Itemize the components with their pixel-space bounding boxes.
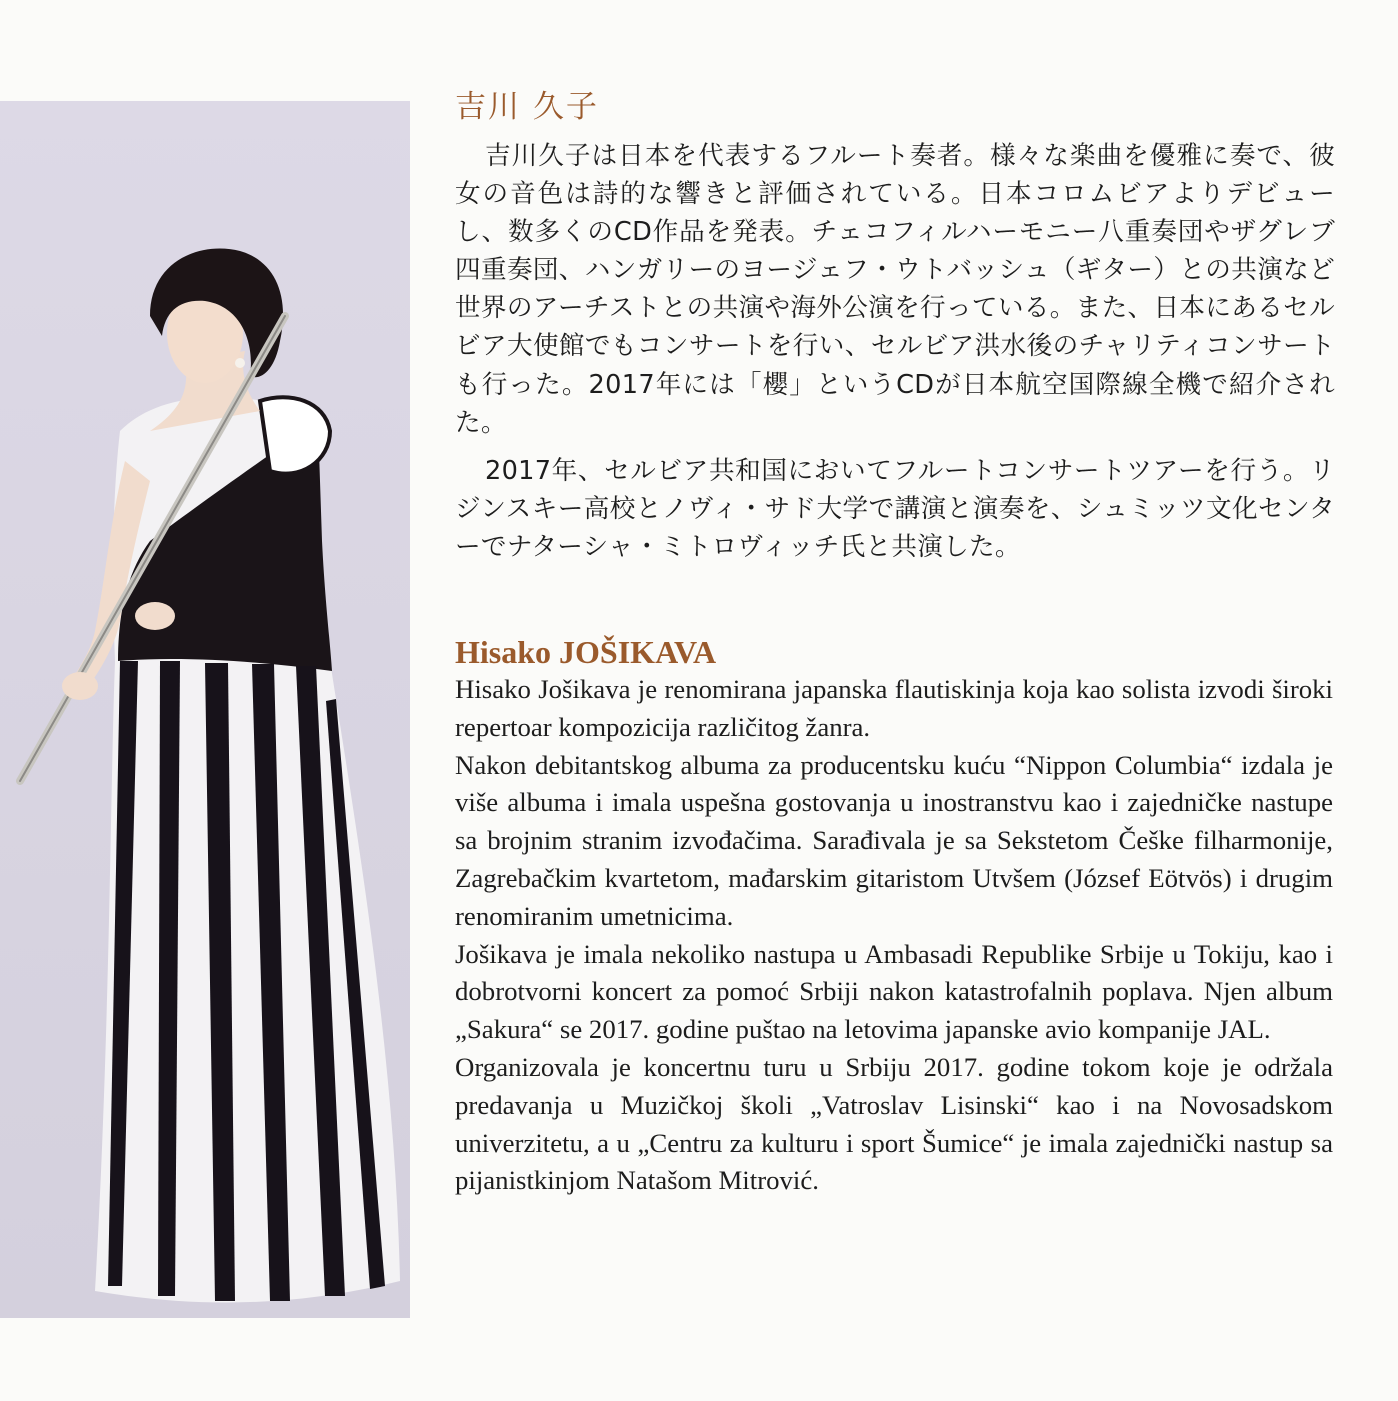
hand-right <box>135 602 175 630</box>
serbian-title: Hisako JOŠIKAVA <box>455 634 717 670</box>
serbian-paragraph-1: Hisako Jošikava je renomirana japanska flautiskinja koja kao solista izvodi široki repertoar kompozicija različitog žanra. <box>455 674 1333 742</box>
earring <box>235 358 245 368</box>
japanese-title: 吉川 久子 <box>455 89 599 125</box>
serbian-body <box>455 671 1333 1200</box>
japanese-paragraph-1: 吉川久子は日本を代表するフルート奏者。様々な楽曲を優雅に奏で、彼女の音色は詩的な響きと評価されている。日本コロムビアよりデビューし、数多くのCD作品を発表。チェコフィルハーモニー八重奏団やザグレブ四重奏団、ハンガリーのヨージェフ・ウトバッシュ（ギター）との共演など世界のアーチストとの共演や海外公演を行っている。また、日本にあるセルビア大使館でもコンサートを行い、セルビア洪水後のチャリティコンサートも行った。2017年には「櫻」というCDが日本航空国際線全機で紹介された。 <box>455 141 1335 438</box>
shoulder-strap <box>260 397 330 473</box>
flutist-illustration <box>0 101 410 1318</box>
portrait-photo <box>0 101 410 1318</box>
japanese-paragraph-2: 2017年、セルビア共和国においてフルートコンサートツアーを行う。リジンスキー高校とノヴィ・サド大学で講演と演奏を、シュミッツ文化センターでナターシャ・ミトロヴィッチ氏と共演した。 <box>455 456 1335 563</box>
serbian-paragraph-4: Organizovala je koncertnu turu u Srbiju 2017. godine tokom koje je održala predavanja u Muzičkoj školi „Vatroslav Lisinski“ kao i na Novosadskom univerzitetu, a u „Centru za kulturu i sport Šumice“ je imala zajednički nastup sa pijanistkinjom Natašom Mitrović. <box>455 1051 1333 1196</box>
hand-left <box>62 672 98 700</box>
serbian-paragraph-3: Jošikava je imala nekoliko nastupa u Ambasadi Republike Srbije u Tokiju, kao i dobrotvorni koncert za pomoć Srbiji nakon katastrofalnih poplava. Njen album „Sakura“ se 2017. godine puštao na letovima japanske avio kompanije JAL. <box>455 938 1333 1045</box>
serbian-paragraph-2: Nakon debitantskog albuma za producentsku kuću “Nippon Columbia“ izdala je više albuma i imala uspešna gostovanja u inostranstvu kao i zajedničke nastupe sa brojnim stranim izvođačima. Sarađivala je sa Sekstetom Češke filharmonije, Zagrebačkim kvartetom, mađarskim gitaristom Utvšem (József Eötvös) i drugim renomiranim umetnicima. <box>455 749 1333 931</box>
